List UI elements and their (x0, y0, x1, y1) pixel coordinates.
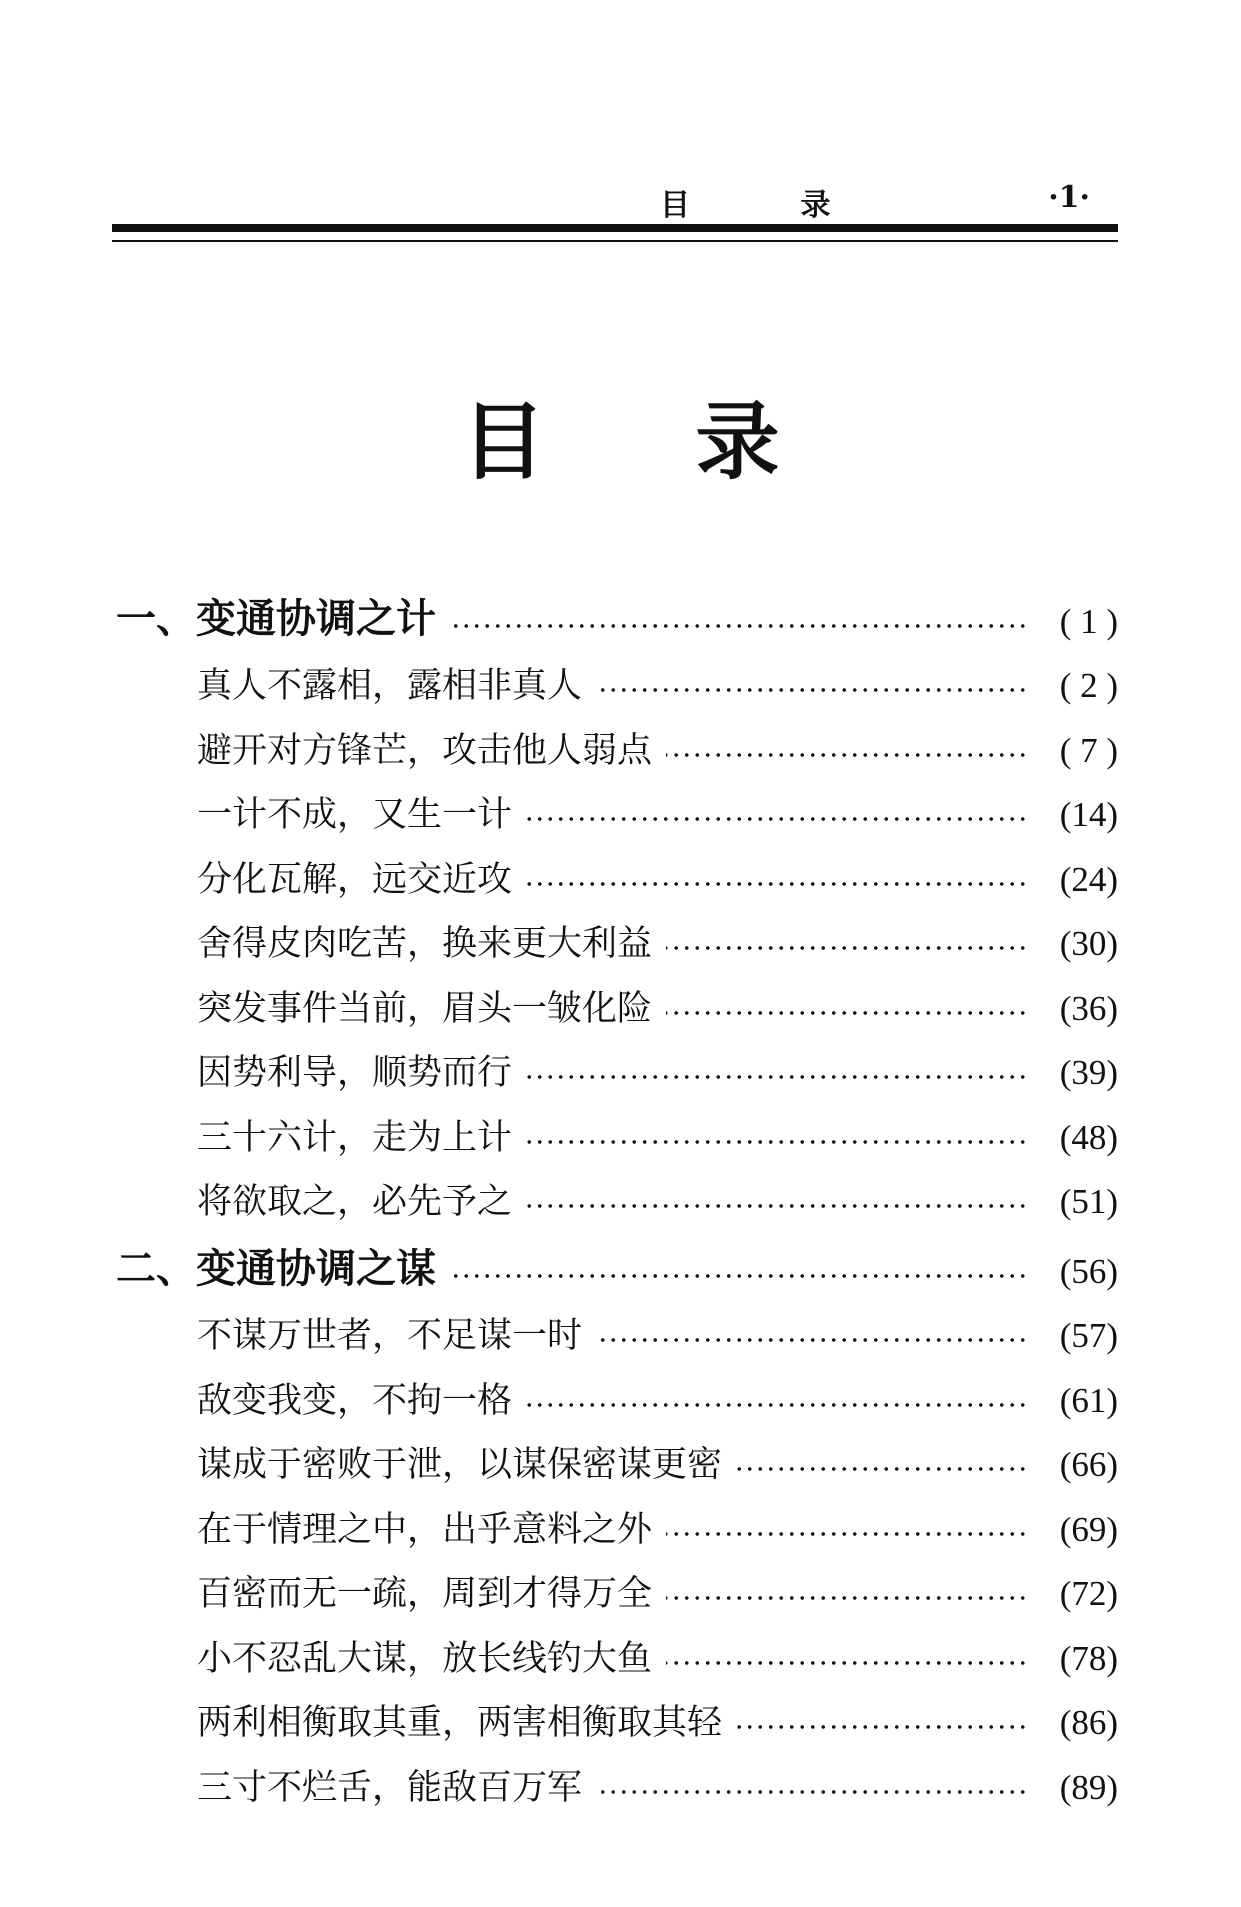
dot-leader (666, 752, 1028, 758)
running-head-page-number: ·1· (1048, 180, 1090, 215)
dot-leader (666, 1010, 1028, 1016)
toc-entry-label: 避开对方锋芒，攻击他人弱点 (197, 730, 653, 771)
toc-section-heading[interactable] (116, 1228, 1118, 1293)
toc-entry-label: 三十六计，走为上计 (197, 1117, 513, 1158)
toc-entry-page-number: (66) (1059, 1445, 1118, 1484)
dot-leader (666, 945, 1028, 951)
toc-entry[interactable] (116, 707, 1118, 772)
dot-leader (596, 687, 1028, 693)
toc-entry-label: 两利相衡取其重，两害相衡取其轻 (197, 1703, 723, 1743)
toc-entry-page-number: (72) (1059, 1574, 1118, 1613)
toc-entry-label: 舍得皮肉吃苦，换来更大利益 (197, 924, 653, 964)
toc-entry-page-number: (57) (1059, 1316, 1118, 1355)
toc-entry-page-number: (56) (1059, 1251, 1118, 1291)
toc-entry-page-number: (48) (1059, 1117, 1118, 1157)
toc-entry[interactable] (116, 1486, 1118, 1551)
toc-entry-page-number: (14) (1059, 795, 1118, 834)
toc-entry-page-number: (39) (1059, 1053, 1118, 1092)
toc-entry[interactable] (116, 965, 1118, 1030)
header-rule-thick (112, 224, 1118, 232)
toc-entry-label: 不谋万世者，不足谋一时 (197, 1316, 583, 1356)
toc-entry-label: 在于情理之中，出乎意料之外 (197, 1509, 653, 1550)
toc-entry-label: 一、变通协调之计 (116, 595, 436, 642)
toc-entry-page-number: (24) (1059, 859, 1118, 899)
dot-leader (596, 1337, 1028, 1343)
dot-leader (736, 1724, 1028, 1730)
dot-leader (526, 881, 1028, 887)
toc-entry-page-number: (86) (1059, 1703, 1118, 1742)
toc-entry[interactable] (116, 772, 1118, 837)
dot-leader (526, 1402, 1028, 1408)
dot-leader (736, 1466, 1028, 1472)
toc-entry-page-number: ( 7 ) (1059, 730, 1118, 770)
toc-entry-label: 一计不成，又生一计 (197, 795, 513, 835)
running-head-title: 目 录 (660, 188, 881, 223)
toc-entry-label: 因势利导，顺势而行 (197, 1053, 513, 1093)
toc-entry[interactable] (116, 1094, 1118, 1159)
header-rule-thin (112, 240, 1118, 242)
dot-leader (526, 816, 1028, 822)
toc-entry[interactable] (116, 1357, 1118, 1422)
toc-entry[interactable] (116, 1293, 1118, 1358)
toc-entry-page-number: (61) (1059, 1380, 1118, 1420)
toc-entry-page-number: (89) (1059, 1767, 1118, 1807)
dot-leader (526, 1074, 1028, 1080)
toc-entry[interactable] (116, 1680, 1118, 1745)
dot-leader (450, 1273, 1028, 1279)
toc-entry-label: 将欲取之，必先予之 (197, 1182, 513, 1222)
toc-entry[interactable] (116, 1615, 1118, 1680)
toc-entry-label: 二、变通协调之谋 (116, 1245, 436, 1292)
toc-entry-page-number: (30) (1059, 924, 1118, 963)
toc-entry-page-number: (51) (1059, 1182, 1118, 1221)
dot-leader (526, 1139, 1028, 1145)
dot-leader (450, 623, 1028, 629)
toc-entry[interactable] (116, 901, 1118, 966)
toc-entry-page-number: (36) (1059, 988, 1118, 1028)
toc-entry[interactable] (116, 1030, 1118, 1095)
toc-section-heading[interactable] (116, 578, 1118, 643)
dot-leader (596, 1789, 1028, 1795)
toc-entry-label: 谋成于密败于泄，以谋保密谋更密 (197, 1445, 723, 1485)
toc-entry[interactable] (116, 643, 1118, 708)
toc-entry[interactable] (116, 1422, 1118, 1487)
toc-entry-label: 突发事件当前，眉头一皱化险 (197, 988, 653, 1029)
toc-entry-label: 真人不露相，露相非真人 (197, 666, 583, 706)
toc-entry[interactable] (116, 1744, 1118, 1809)
toc-entry[interactable] (116, 1551, 1118, 1616)
running-head (112, 180, 1118, 223)
table-of-contents (116, 578, 1118, 1809)
toc-entry-label: 分化瓦解，远交近攻 (197, 859, 513, 900)
dot-leader (526, 1203, 1028, 1209)
toc-entry-label: 敌变我变，不拘一格 (197, 1380, 513, 1421)
toc-entry-label: 百密而无一疏，周到才得万全 (197, 1574, 653, 1614)
toc-entry-page-number: (78) (1059, 1638, 1118, 1678)
toc-entry-page-number: (69) (1059, 1509, 1118, 1549)
toc-entry-label: 三寸不烂舌，能敌百万军 (197, 1767, 583, 1808)
dot-leader (666, 1595, 1028, 1601)
toc-entry-page-number: ( 2 ) (1059, 666, 1118, 705)
dot-leader (666, 1660, 1028, 1666)
dot-leader (666, 1531, 1028, 1537)
toc-entry-label: 小不忍乱大谋，放长线钓大鱼 (197, 1638, 653, 1679)
toc-entry[interactable] (116, 836, 1118, 901)
toc-entry[interactable] (116, 1159, 1118, 1224)
page-title: 目录 (461, 393, 930, 491)
toc-entry-page-number: ( 1 ) (1059, 601, 1118, 641)
